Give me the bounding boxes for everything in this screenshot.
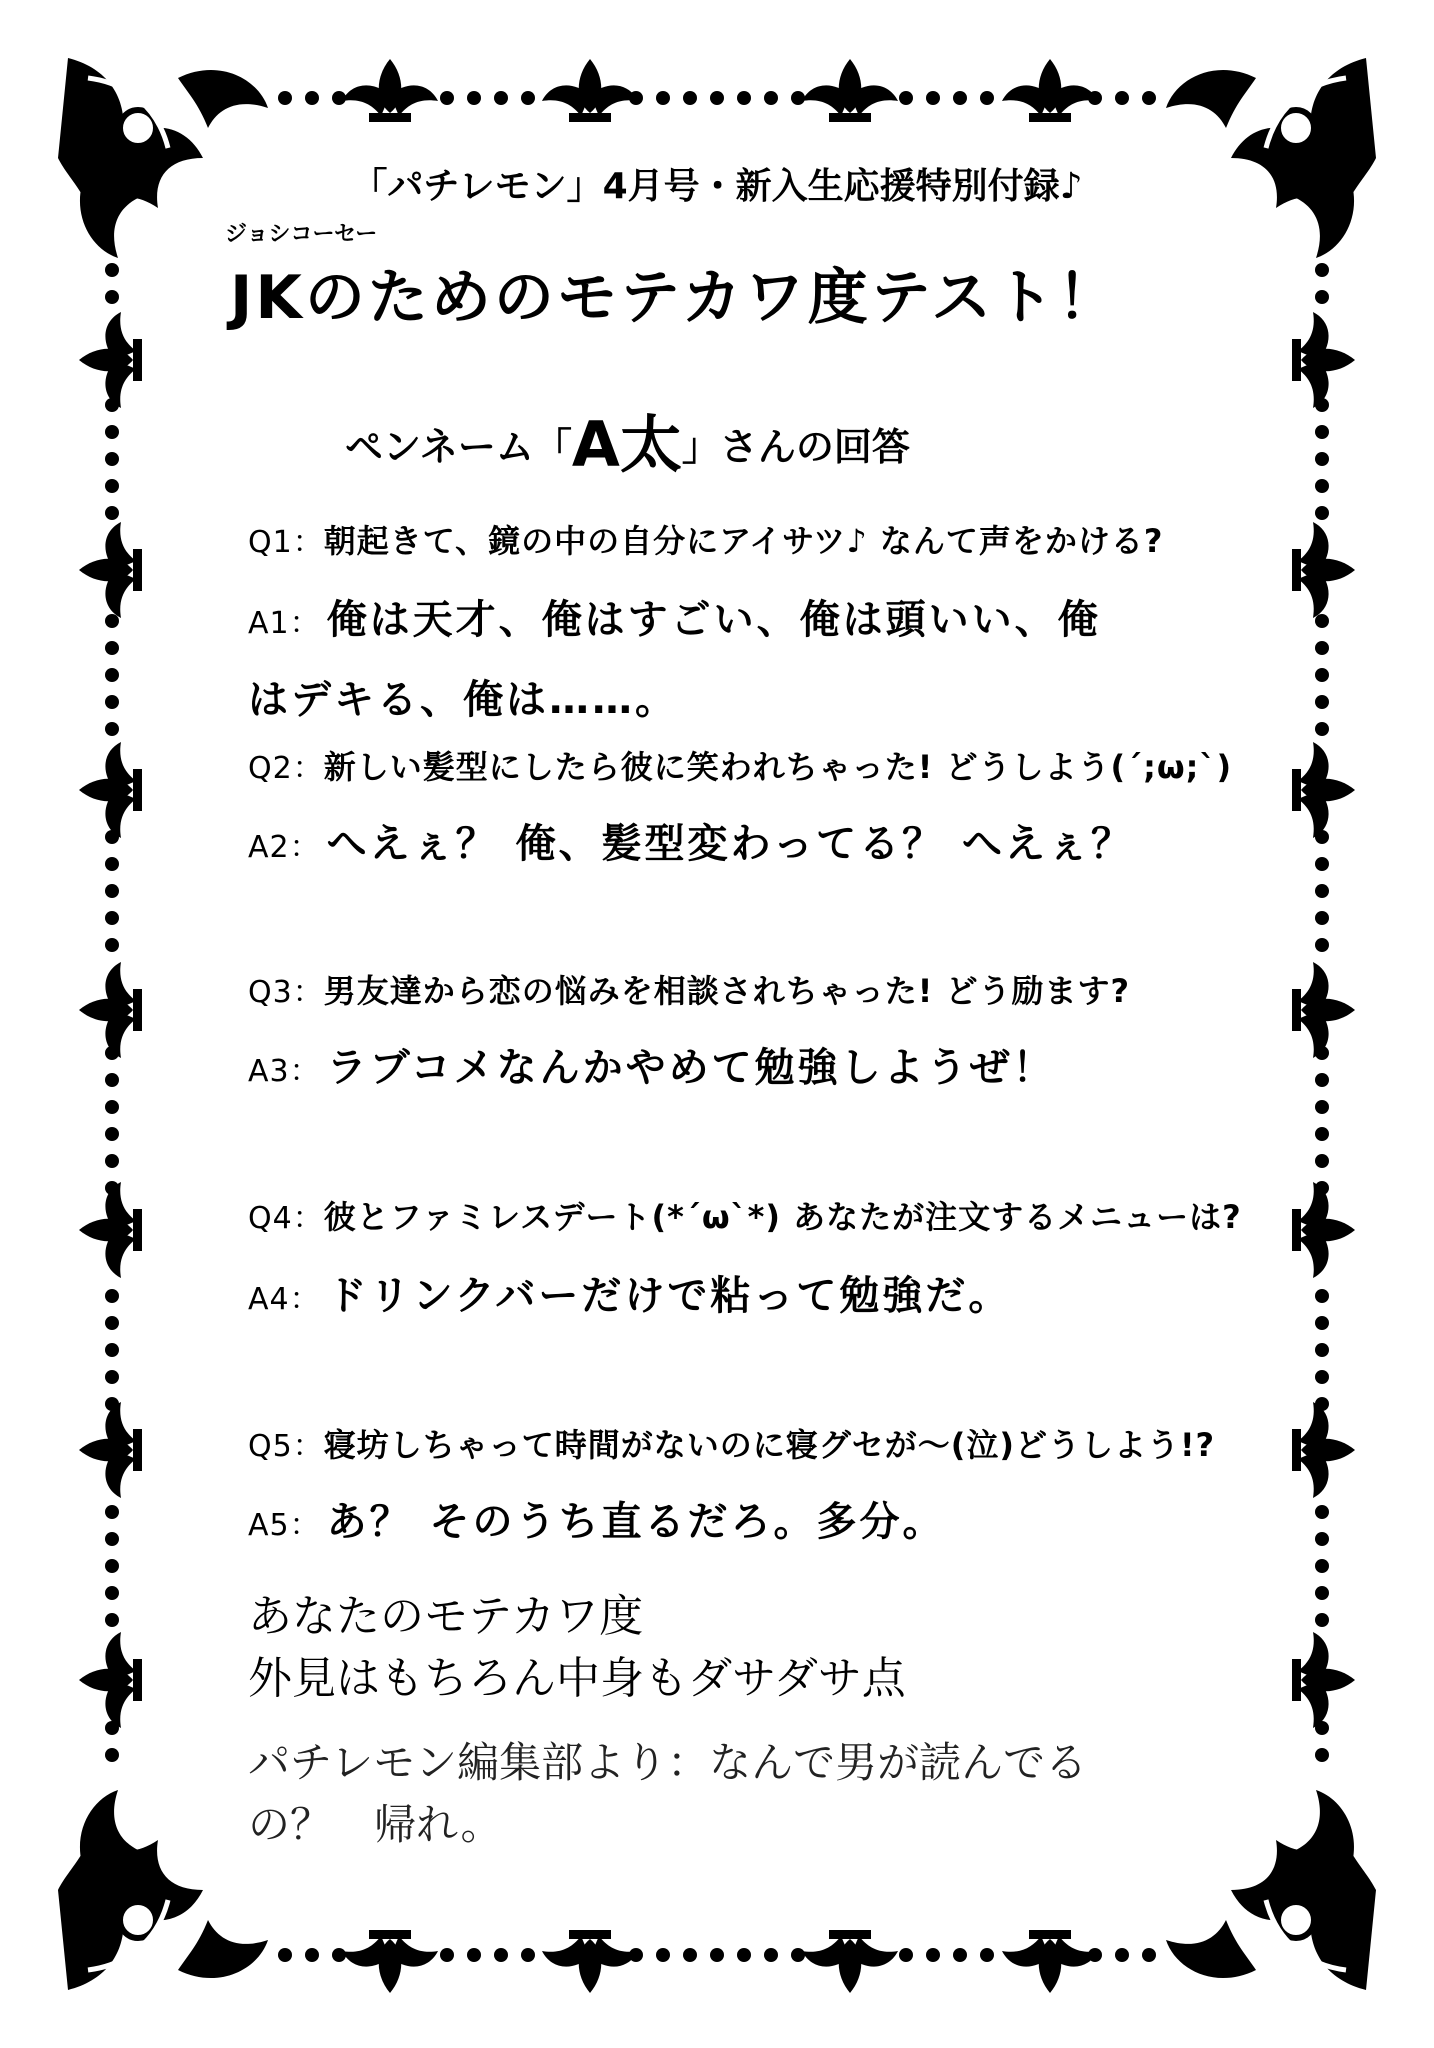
border-dot [1315,695,1329,709]
border-dot [332,1948,346,1962]
border-dot [710,91,724,105]
border-dot [105,641,119,655]
border-dot [1115,1948,1129,1962]
border-dot [494,91,508,105]
border-dot [1315,1559,1329,1573]
fleuron-ornament [79,1632,142,1728]
border-dot [683,1948,697,1962]
border-dot [105,938,119,952]
fleuron-ornament [1292,1402,1355,1498]
question-text: 彼とファミレスデート(*´ω`*) あなたが注文するメニューは? [323,1198,1242,1236]
question-label: Q3： [248,975,324,1010]
border-dot [1315,1370,1329,1384]
border-dot [1315,290,1329,304]
border-dot [278,91,292,105]
question-3 [248,966,1130,1012]
supplement-caption: 「パチレモン」4月号・新入生応援特別付録♪ [351,166,1083,207]
border-dot [1315,1154,1329,1168]
answer-4 [248,1264,1011,1321]
answer-text: ラブコメなんかやめて勉強しようぜ！ [326,1045,1056,1091]
fleuron-ornament [802,59,898,122]
fleuron-ornament [79,962,142,1058]
answer-label: A5： [248,1508,321,1543]
border-dot [899,1948,913,1962]
border-dot [1315,1289,1329,1303]
fleuron-ornament [79,1182,142,1278]
question-text: 新しい髪型にしたら彼に笑われちゃった! どうしよう(´;ω;`) [323,748,1233,786]
fleuron-ornament [79,522,142,618]
border-dot [953,1948,967,1962]
border-dot [278,1948,292,1962]
border-dot [980,91,994,105]
fleuron-ornament [342,59,438,122]
question-label: Q1： [248,525,324,560]
border-dot [656,1948,670,1962]
fleuron-ornament [79,742,142,838]
answer-label: A4： [248,1282,321,1317]
fleuron-ornament [1292,1182,1355,1278]
border-dot [737,1948,751,1962]
border-dot [105,695,119,709]
border-dot [1315,1100,1329,1114]
border-dot [105,1100,119,1114]
border-dot [1315,1073,1329,1087]
border-dot [1315,452,1329,466]
question-label: Q5： [248,1429,324,1464]
answer-2 [248,812,1134,869]
border-dot [1315,1316,1329,1330]
border-dot [105,722,119,736]
border-dot [494,1948,508,1962]
question-text: 男友達から恋の悩みを相談されちゃった! どう励ます? [323,972,1131,1010]
border-dot [105,1154,119,1168]
answer-1 [248,588,1101,645]
answer-text: あ？ そのうち直るだろ。多分。 [326,1499,946,1545]
border-dot [105,425,119,439]
corner-ornament-bottom-right [1166,1790,1376,1990]
answer-text: ドリンクバーだけで粘って勉強だ。 [326,1273,1012,1319]
fleuron-ornament [1002,1930,1098,1993]
border-dot [105,1613,119,1627]
border-dot [440,91,454,105]
question-5 [248,1420,1215,1466]
answer-label: A1： [248,606,321,641]
border-dot [1142,91,1156,105]
border-dot [1315,614,1329,628]
fleuron-ornament [342,1930,438,1993]
question-label: Q4： [248,1201,324,1236]
pen-name-heading [345,395,910,484]
border-dot [105,1127,119,1141]
answer-label: A3： [248,1054,321,1089]
title-ruby: ジョシコーセー [225,222,378,247]
question-1 [248,516,1163,562]
answer-1-continued: はデキる、俺は……。 [248,677,678,723]
border-dot [105,1748,119,1762]
question-2 [248,742,1232,788]
border-dot [105,1316,119,1330]
question-text: 寝坊しちゃって時間がないのに寝グセが〜(泣)どうしよう!? [323,1426,1216,1464]
fleuron-ornament [1292,962,1355,1058]
corner-ornament-bottom-left [58,1790,268,1990]
question-text: 朝起きて、鏡の中の自分にアイサツ♪ なんて声をかける? [323,522,1164,560]
border-dot [1115,91,1129,105]
border-dot [656,91,670,105]
border-dot [105,452,119,466]
border-dot [953,91,967,105]
answer-5 [248,1490,946,1547]
border-dot [105,1505,119,1519]
result-score: 外見はもちろん中身もダサダサ点 [248,1653,906,1704]
border-dot [105,1073,119,1087]
border-dot [521,1948,535,1962]
border-dot [683,91,697,105]
border-dot [105,479,119,493]
question-label: Q2： [248,751,324,786]
border-dot [1315,506,1329,520]
answer-3 [248,1036,1056,1093]
pen-name-suffix: 」さんの回答 [681,425,910,469]
border-dot [710,1948,724,1962]
border-dot [467,1948,481,1962]
border-dot [1315,857,1329,871]
fleuron-ornament [1292,312,1355,408]
border-dot [105,857,119,871]
border-dot [737,91,751,105]
border-dot [791,1948,805,1962]
border-dot [1315,1586,1329,1600]
fleuron-ornament [1292,522,1355,618]
border-dot [105,1532,119,1546]
border-dot [105,1586,119,1600]
border-dot [105,506,119,520]
border-dot [105,884,119,898]
editor-note-line-1: パチレモン編集部より：なんで男が読んでる [248,1738,1088,1787]
fleuron-ornament [1292,1632,1355,1728]
border-dot [764,91,778,105]
border-dot [1315,1613,1329,1627]
border-dot [791,91,805,105]
border-dot [1315,884,1329,898]
border-dot [1315,722,1329,736]
result-heading: あなたのモテカワ度 [248,1591,644,1642]
border-dot [764,1948,778,1962]
border-dot [105,1343,119,1357]
border-dot [105,1559,119,1573]
editor-note-line-2: の？ 帰れ。 [248,1800,503,1849]
fleuron-ornament [542,59,638,122]
border-dot [1315,1127,1329,1141]
border-dot [105,290,119,304]
border-dot [305,1948,319,1962]
border-dot [899,91,913,105]
border-dot [1142,1948,1156,1962]
border-dot [105,614,119,628]
border-dot [105,1289,119,1303]
border-dot [1315,1343,1329,1357]
border-dot [521,91,535,105]
border-dot [467,91,481,105]
border-dot [1315,263,1329,277]
answer-label: A2： [248,830,321,865]
answer-text: へえぇ？ 俺、髪型変わってる？ へえぇ？ [326,821,1135,867]
border-dot [1315,668,1329,682]
border-dot [105,1370,119,1384]
border-dot [105,668,119,682]
pen-name-prefix: ペンネーム「 [345,425,572,469]
border-dot [1315,911,1329,925]
fleuron-ornament [79,312,142,408]
border-dot [926,1948,940,1962]
border-dot [980,1948,994,1962]
border-dot [105,911,119,925]
fleuron-ornament [1292,742,1355,838]
border-dot [1315,938,1329,952]
border-dot [105,263,119,277]
page-title: JKのためのモテカワ度テスト！ [230,263,1121,333]
border-dot [1315,641,1329,655]
border-dot [1315,1505,1329,1519]
answer-text: 俺は天才、俺はすごい、俺は頭いい、俺 [326,597,1101,643]
fleuron-ornament [79,1402,142,1498]
border-dot [440,1948,454,1962]
question-4 [248,1192,1242,1238]
border-dot [1315,1748,1329,1762]
fleuron-ornament [1002,59,1098,122]
border-dot [1315,425,1329,439]
pen-name: A太 [571,408,682,481]
fleuron-ornament [802,1930,898,1993]
border-dot [305,91,319,105]
border-dot [926,91,940,105]
border-dot [1315,479,1329,493]
border-dot [1315,1532,1329,1546]
fleuron-ornament [542,1930,638,1993]
